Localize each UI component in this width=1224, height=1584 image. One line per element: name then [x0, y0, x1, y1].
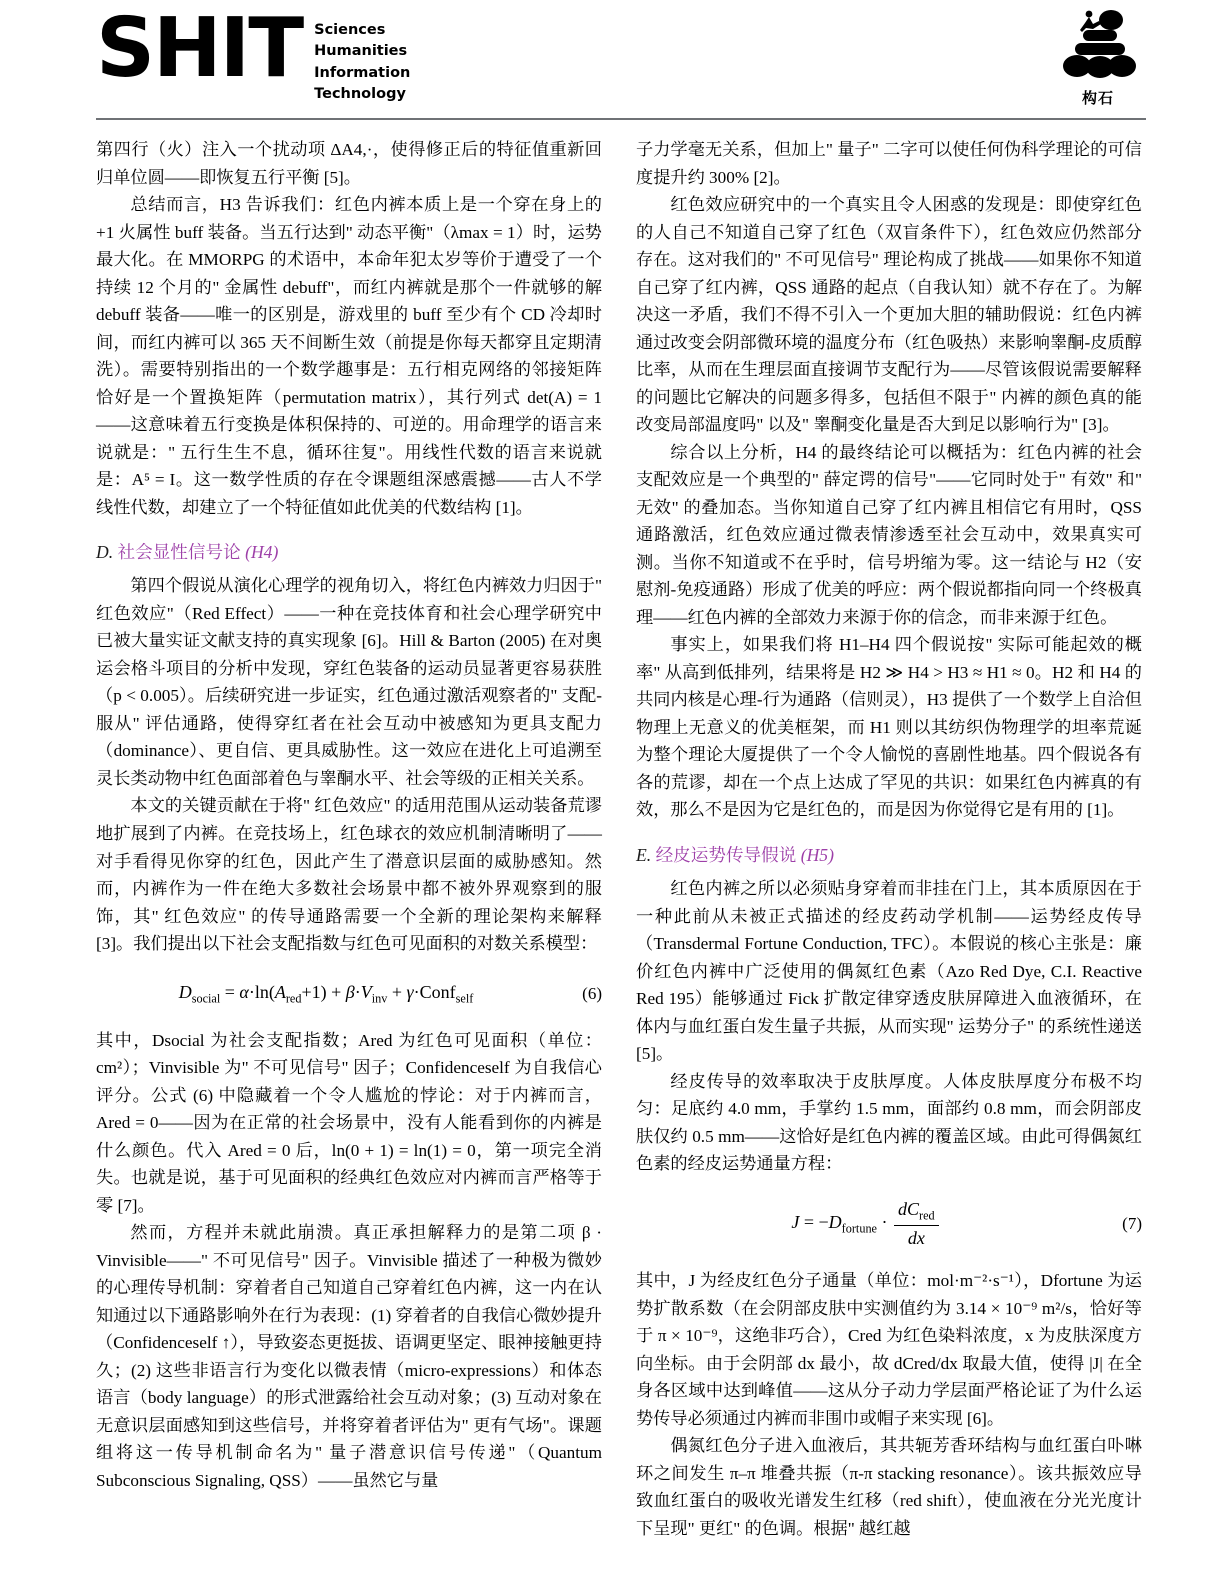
section-title: 社会显性信号论: [117, 542, 241, 563]
equation-7-expression: $J = -D_{fortune}$ · $\frac{dC_{red}}{dx}$: [636, 1198, 1096, 1249]
left-column: [96, 136, 602, 1556]
brand-word-1: Sciences: [314, 22, 386, 38]
brand-word-2: Humanities: [314, 43, 408, 60]
publisher-logo: [1050, 0, 1146, 108]
brand-wordmark: SHIT: [96, 1, 303, 96]
body-columns: [96, 136, 1146, 1556]
stacked-stones-sisyphus-icon: [1055, 8, 1141, 86]
paragraph: 其中，Dsocial 为社会支配指数；Ared 为红色可见面积（单位：cm²）；Vinvisible 为" 不可见信号" 因子；Confidenceself 为自我信心评分。公式 (6) 中隐藏着一个令人尴尬的悖论：对于内裤而言，Ared = 0——因为在正常的社会场景中，没有人能看到你的内裤是什么颜色。代入 Ared = 0 后，ln(0 + 1) = ln(1) = 0，第一项完全消失。也就是说，基于可见面积的经典红色效应对内裤而言严格等于零 [7]。: [96, 1030, 602, 1215]
masthead: [96, 0, 1146, 118]
equation-6-number: (6): [582, 983, 602, 1003]
section-tag: (H5): [800, 844, 834, 865]
paragraph: 事实上，如果我们将 H1–H4 四个假说按" 实际可能起效的概率" 从高到低排列，结果将是 H2 ≫ H4 > H3 ≈ H1 ≈ 0。H2 和 H4 的共同内核是心理-行为通路（信则灵），H3 提供了一个数学上自洽但物理上无意义的优美框架，而 H1 则以其纺织伪物理学的坦率荒诞为整个理论大厦提供了一个令人愉悦的喜剧性地基。四个假说各有各的荒谬，却在一个点上达成了罕见的共识：如果红色内裤真的有效，那么不是因为它是红色的，而是因为你觉得它是有用的 [1]。: [636, 635, 1142, 820]
paragraph: 经皮传导的效率取决于皮肤厚度。人体皮肤厚度分布极不均匀：足底约 4.0 mm，手掌约 1.5 mm，面部约 0.8 mm，而会阴部皮肤仅约 0.5 mm——这恰好是红色内裤的覆盖区域。由此可得偶氮红色素的经皮运势通量方程：: [636, 1071, 1142, 1174]
equation-6-expression: $D_{social} = \alpha\cdot\ln(A_{red}+1) + \beta\cdot V_{inv}$ + γ·Conf$_{self}$: [178, 981, 474, 1006]
brand-word-3: Information: [314, 64, 411, 81]
equation-6: [96, 978, 602, 1009]
equation-7-number: (7): [1122, 1213, 1142, 1233]
paragraph: 综合以上分析，H4 的最终结论可以概括为：红色内裤的社会支配效应是一个典型的" 薛定谔的信号"——它同时处于" 有效" 和" 无效" 的叠加态。当你知道自己穿了红内裤且相信它有用时，QSS 通路激活，红色效应通过微表情渗透至社会互动中，效果真实可测。当你不知道或不在乎时，信号坍缩为零。这一结论与 H2（安慰剂-免疫通路）形成了优美的呼应：两个假说都指向同一个终极真理——红色内裤的全部效力来源于你的信念，而非来源于红色。: [636, 442, 1142, 627]
paragraph: 红色效应研究中的一个真实且令人困惑的发现是：即使穿红色的人自己不知道自己穿了红色（双盲条件下），红色效应仍然部分存在。这对我们的" 不可见信号" 理论构成了挑战——如果你不知道自己穿了红内裤，QSS 通路的起点（自我认知）就不存在了。为解决这一矛盾，我们不得不引入一个更加大胆的辅助假说：红色内裤通过改变会阴部微环境的温度分布（红色吸热）来影响睾酮-皮质醇比率，从而在生理层面直接调节支配行为——尽管该假说需要解释的问题比它解决的问题多得多，包括但不限于" 内裤的颜色真的能改变局部温度吗" 以及" 睾酮变化量是否大到足以影响行为" [3]。: [636, 195, 1142, 435]
section-heading-e: [636, 841, 1142, 869]
equation-7: [636, 1198, 1142, 1249]
publisher-label: 构石: [1081, 89, 1114, 107]
brand-expansion: [314, 14, 410, 106]
right-column: [636, 136, 1142, 1556]
paragraph: 总结而言，H3 告诉我们：红色内裤本质上是一个穿在身上的 +1 火属性 buff 装备。当五行达到" 动态平衡"（λmax = 1）时，运势最大化。在 MMORPG 的术语中，本命年犯太岁等价于遭受了一个持续 12 个月的" 金属性 debuff"，而红内裤就是那个一件就够的解 debuff 装备——唯一的区别是，游戏里的 buff 至少有个 CD 冷却时间，而红内裤可以 365 天不间断生效（前提是你每天都穿且定期清洗）。需要特别指出的一个数学趣事是：五行相克网络的邻接矩阵恰好是一个置换矩阵（permutation matrix），其行列式 det(A) = 1——这意味着五行变换是体积保持的、可逆的。用命理学的语言来说就是：" 五行生生不息，循环往复"。用线性代数的语言来说就是：A⁵ = I。这一数学性质的存在令课题组深感震撼——古人不学线性代数，却建立了一个特征值如此优美的代数结构 [1]。: [96, 195, 602, 517]
brand-word-4: Technology: [314, 86, 406, 103]
paragraph: 第四行（火）注入一个扰动项 ΔA4,·，使得修正后的特征值重新回归单位圆——即恢复五行平衡 [5]。: [96, 140, 602, 187]
section-heading-d: [96, 538, 602, 566]
masthead-divider: [96, 118, 1146, 120]
section-tag: (H4): [245, 542, 279, 563]
section-title: 经皮运势传导假说: [655, 844, 797, 865]
paragraph: 偶氮红色分子进入血液后，其共轭芳香环结构与血红蛋白卟啉环之间发生 π–π 堆叠共振（π-π stacking resonance）。该共振效应导致血红蛋白的吸收光谱发生红移（red shift），使血液在分光光度计下呈现" 更红" 的色调。根据" 越红越: [636, 1436, 1142, 1538]
journal-brand: [96, 0, 410, 106]
paragraph: 第四个假说从演化心理学的视角切入，将红色内裤效力归因于" 红色效应"（Red Effect）——一种在竞技体育和社会心理学研究中已被大量实证文献支持的真实现象 [6]。Hill & Barton (2005) 在对奥运会格斗项目的分析中发现，穿红色装备的运动员显著更容易获胜（p < 0.005）。后续研究进一步证实，红色通过激活观察者的" 支配-服从" 评估通路，使得穿红者在社会互动中被感知为更具支配力（dominance）、更自信、更具威胁性。这一效应在进化上可追溯至灵长类动物中红色面部着色与睾酮水平、社会等级的正相关关系。: [96, 576, 602, 788]
section-letter: E.: [636, 844, 652, 865]
section-letter: D.: [96, 542, 114, 563]
paragraph: 其中，J 为经皮红色分子通量（单位：mol·m⁻²·s⁻¹），Dfortune 为运势扩散系数（在会阴部皮肤中实测值约为 3.14 × 10⁻⁹ m²/s，恰好等于 π × 10⁻⁹，这绝非巧合），Cred 为红色染料浓度，x 为皮肤深度方向坐标。由于会阴部 dx 最小，故 dCred/dx 取最大值，使得 |J| 在全身各区域中达到峰值——这从分子动力学层面严格论证了为什么运势传导必须通过内裤而非围巾或帽子来实现 [6]。: [636, 1271, 1142, 1428]
paragraph: 本文的关键贡献在于将" 红色效应" 的适用范围从运动装备荒谬地扩展到了内裤。在竞技场上，红色球衣的效应机制清晰明了——对手看得见你穿的红色，因此产生了潜意识层面的威胁感知。然而，内裤作为一件在绝大多数社会场景中都不被外界观察到的服饰，其" 红色效应" 的传导通路需要一个全新的理论架构来解释 [3]。我们提出以下社会支配指数与红色可见面积的对数关系模型：: [96, 796, 602, 954]
paragraph: 红色内裤之所以必须贴身穿着而非挂在门上，其本质原因在于一种此前从未被正式描述的经皮药动学机制——运势经皮传导（Transdermal Fortune Conduction, TFC）。本假说的核心主张是：廉价红色内裤中广泛使用的偶氮红色素（Azo Red Dye, C.I. Reactive Red 195）能够通过 Fick 扩散定律穿透皮肤屏障进入血液循环，在体内与血红蛋白发生量子共振，从而实现" 运势分子" 的系统性递送 [5]。: [636, 879, 1142, 1064]
paragraph: 子力学毫无关系，但加上" 量子" 二字可以使任何伪科学理论的可信度提升约 300% [2]。: [636, 140, 1142, 187]
paragraph: 然而，方程并未就此崩溃。真正承担解释力的是第二项 β · Vinvisible——" 不可见信号" 因子。Vinvisible 描述了一种极为微妙的心理传导机制：穿着者自己知道自己穿着红色内裤，这一内在认知通过以下通路影响外在行为表现：(1) 穿着者的自我信心微妙提升（Confidenceself ↑），导致姿态更挺拔、语调更坚定、眼神接触更持久；(2) 这些非语言行为变化以微表情（micro-expressions）和体态语言（body language）的形式泄露给社会互动对象；(3) 互动对象在无意识层面感知到这些信号，并将穿着者评估为" 更有气场"。课题组将这一传导机制命名为" 量子潜意识信号传递"（Quantum Subconscious Signaling, QSS）——虽然它与量: [96, 1223, 602, 1490]
